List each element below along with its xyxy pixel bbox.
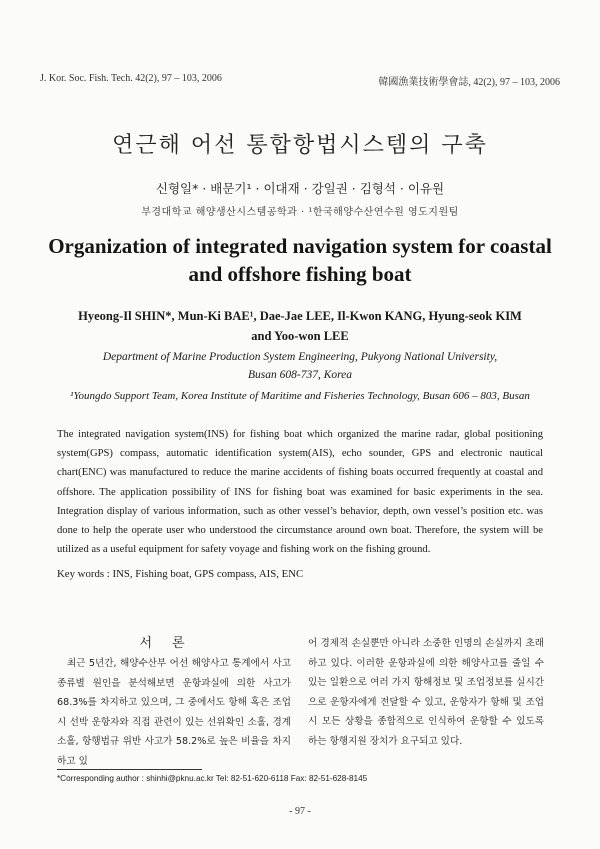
corresponding-author-footnote: *Corresponding author : shinhi@pknu.ac.kr Tel: 82-51-620-6118 Fax: 82-51-628-8145 (57, 774, 368, 783)
korean-affiliation: 부경대학교 해양생산시스템공학과 · ¹한국해양수산연수원 영도지원팀 (141, 207, 459, 218)
english-title: Organization of integrated navigation system for coastal and offshore fishing boat (48, 234, 552, 286)
section-heading-introduction: 서론 (139, 636, 205, 651)
affiliation-department: Department of Marine Production System Engineering, Pukyong National University, (102, 351, 498, 363)
running-head (40, 73, 560, 88)
intro-paragraph-left: 최근 5년간, 해양수산부 어선 해양사고 통계에서 사고 종류별 원인을 분석해보면 운항과실에 의한 사고가 68.3%를 차지하고 있으며, 그 중에서도 항해 혹은 조업시 선박 운항자와 직접 관련이 있는 선위확인 소홀, 경계소홀, 항행법규 위반 사고가 58.2%로 높은 비율을 차지하고 있 (57, 658, 291, 767)
abstract: The integrated navigation system(INS) for fishing boat which organized the marine radar, global positioning system(GPS) compass, automatic identification system(AIS), echo sounder, GPS and electronic nautical chart(ENC) was manufactured to reduce the marine accidents of fishing boats occurred frequently at coastal and offshore. The application possibility of INS for fishing boat was examined for basic experiments in the sea. Integration display of various information, such as other vessel’s behavior, depth, own vessel’s position etc. was done to help the operate user who understood the circumstance around own boat. Therefore, the system will be utilized as a useful equipment for safety voyage and fishing work on the fishing ground. (57, 429, 543, 556)
affiliation-address: Busan 608-737, Korea (247, 369, 353, 381)
authors-line-2: and Yoo-won LEE (251, 329, 349, 343)
english-authors (40, 306, 560, 346)
english-affiliation (40, 348, 560, 384)
second-affiliation: ¹Youngdo Support Team, Korea Institute of Maritime and Fisheries Technology, Busan 606 – 803, Busan (70, 390, 530, 402)
running-head-left: J. Kor. Soc. Fish. Tech. 42(2), 97 – 103, 2006 (40, 73, 222, 84)
authors-line-1: Hyeong-Il SHIN*, Mun-Ki BAE¹, Dae-Jae LEE, Il-Kwon KANG, Hyung-seok KIM (78, 309, 522, 323)
korean-title: 연근해 어선 통합항법시스템의 구축 (112, 133, 488, 158)
page-number: - 97 - (289, 806, 311, 817)
running-head-right: 韓國漁業技術學會誌, 42(2), 97 – 103, 2006 (378, 77, 560, 88)
footnote-divider (57, 769, 202, 770)
intro-right-column (308, 634, 544, 752)
intro-left-column (57, 654, 291, 772)
intro-paragraph-right: 어 경제적 손실뿐만 아니라 소중한 인명의 손실까지 초래하고 있다. 이러한 운항과실에 의한 해양사고를 줄일 수 있는 일환으로 여러 가지 항해정보 및 조업정보를 실시간으로 운항자에게 전달할 수 있고, 운항자가 항해 및 조업시 모든 상황을 종합적으로 인식하여 운항할 수 있도록 하는 항행지원 장치가 요구되고 있다. (308, 638, 544, 747)
keywords: Key words : INS, Fishing boat, GPS compass, AIS, ENC (57, 568, 304, 580)
korean-authors: 신형일* · 배문기¹ · 이대재 · 강일권 · 김형석 · 이유원 (155, 181, 445, 196)
